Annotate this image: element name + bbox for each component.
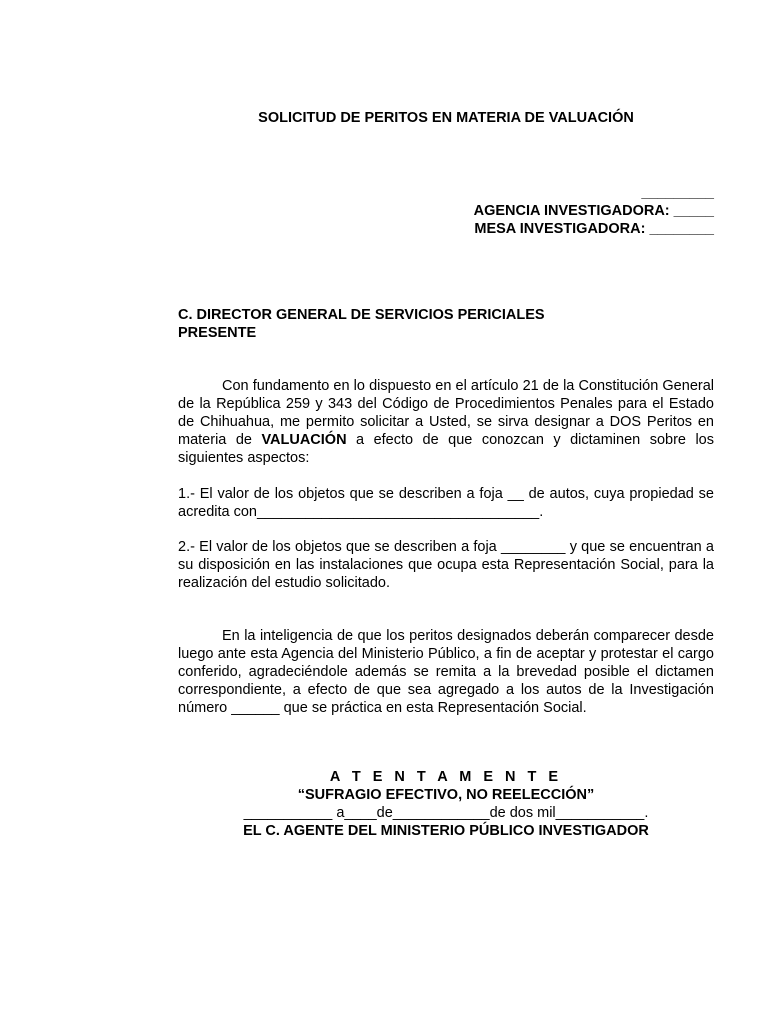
document-title-text: SOLICITUD DE PERITOS EN MATERIA DE VALUACIÓN xyxy=(258,110,634,126)
intro-bold-valuacion: VALUACIÓN xyxy=(261,432,347,448)
addressee-line-2: PRESENTE xyxy=(178,325,257,341)
signer-title: EL C. AGENTE DEL MINISTERIO PÚBLICO INVESTIGADOR xyxy=(243,823,649,839)
signature-block xyxy=(178,768,714,840)
header-blank-line: _________ xyxy=(641,185,714,201)
closing-word: A T E N T A M E N T E xyxy=(329,769,563,785)
item-2-paragraph: 2.- El valor de los objetos que se describen a foja ________ y que se encuentran a su disposición en las instalaciones que ocupa esta Representación Social, para la realización del estudio solicitado. xyxy=(178,539,714,591)
document-title xyxy=(0,110,768,126)
item-1-paragraph: 1.- El valor de los objetos que se describen a foja __ de autos, cuya propiedad se acredita con___________________________________. xyxy=(178,486,714,520)
intro-paragraph xyxy=(178,377,714,467)
intro-text-end: a efecto de que conozcan y dictaminen sobre los siguientes aspectos: xyxy=(178,432,714,466)
date-line: ___________ a____de____________de dos mil___________. xyxy=(243,805,649,821)
intro-text-start: Con fundamento en lo dispuesto en el artículo 21 de la Constitución General de la República 259 y 343 del Código de Procedimientos Penales para el Estado de Chihuahua, me permito solicitar a Usted, se sirva designar a DOS Peritos en materia de xyxy=(178,378,714,448)
mesa-field: MESA INVESTIGADORA: ________ xyxy=(474,221,714,237)
motto: “SUFRAGIO EFECTIVO, NO REELECCIÓN” xyxy=(297,787,595,803)
addressee-block xyxy=(178,306,545,342)
header-right-block xyxy=(474,184,714,238)
closing-paragraph: En la inteligencia de que los peritos designados deberán comparecer desde luego ante esta Agencia del Ministerio Público, a fin de aceptar y protestar el cargo conferido, agradeciéndole además se remita a la brevedad posible el dictamen correspondiente, a efecto de que sea agregado a los autos de la Investigación número ______ que se práctica en esta Representación Social. xyxy=(178,628,714,716)
agency-field: AGENCIA INVESTIGADORA: _____ xyxy=(473,203,714,219)
addressee-line-1: C. DIRECTOR GENERAL DE SERVICIOS PERICIALES xyxy=(178,307,545,323)
